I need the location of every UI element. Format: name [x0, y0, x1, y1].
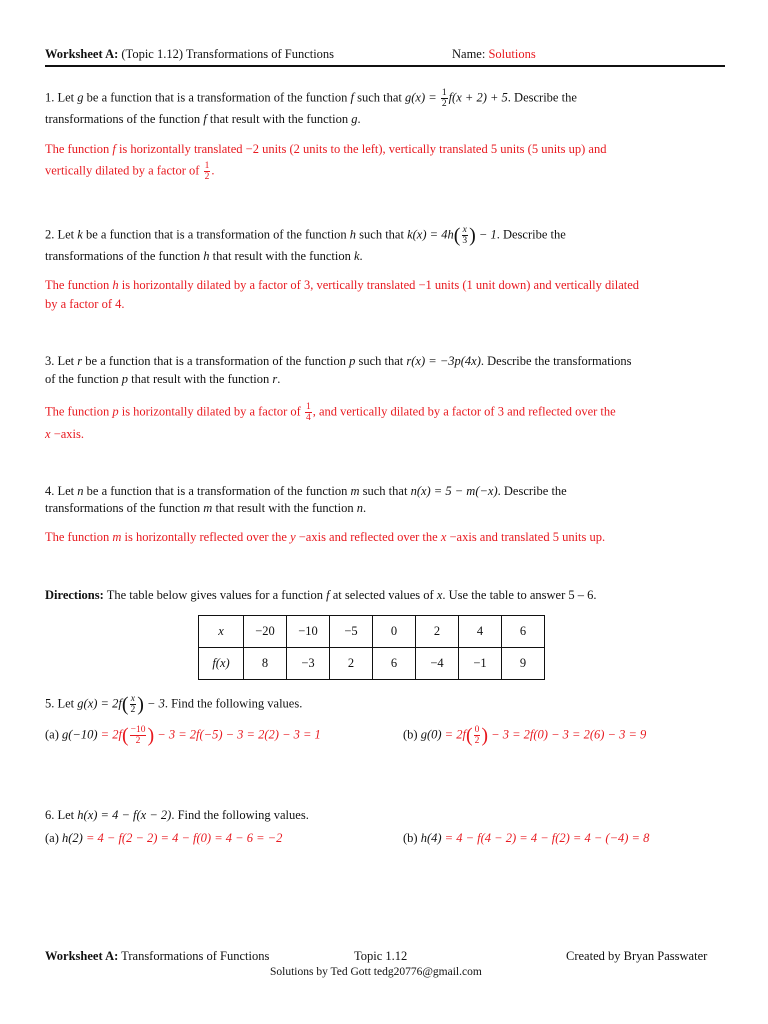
q6-a-label: (a)	[45, 831, 62, 845]
q6-b-rest: = 4 − f(4 − 2) = 4 − f(2) = 4 − (−4) = 8	[441, 831, 650, 845]
q2-paren-close: )	[469, 224, 476, 247]
table-cell: 8	[244, 648, 287, 680]
q1-line1	[45, 88, 577, 109]
name-label: Name:	[452, 47, 486, 61]
q5-a-fraction	[130, 725, 147, 746]
q4-answer-line1	[45, 528, 605, 546]
table-cell: −3	[287, 648, 330, 680]
name-value: Solutions	[488, 47, 536, 61]
q4-line2b: that result with the function	[212, 501, 357, 515]
footer-created: Created by Bryan Passwater	[566, 949, 708, 963]
q2-line2a: transformations of the function	[45, 249, 204, 263]
q5-part-b	[403, 725, 646, 746]
q4-var-n2: n	[356, 501, 363, 515]
directions-var-x: x	[436, 588, 443, 602]
q5-part-a	[45, 725, 321, 746]
footer-topic: Topic 1.12	[354, 949, 408, 963]
q1-answer-line2	[45, 161, 214, 182]
q1-line2b: that result with the function	[206, 112, 352, 126]
q2-frac-den: 3	[462, 236, 468, 246]
table-cell: −4	[416, 648, 459, 680]
q1-answer-frac-num: 1	[204, 161, 210, 171]
q3-pre: 3. Let	[45, 354, 78, 368]
q1-frac-num: 1	[441, 88, 447, 98]
header-rule	[45, 65, 725, 67]
q3-answer-var-x: x	[45, 427, 51, 441]
q4-answer1c: −axis and reflected over the	[295, 530, 441, 544]
q4-line2c: .	[363, 501, 367, 515]
q5-eq-right: − 3	[143, 696, 165, 711]
q1-answer2: vertically dilated by a factor of	[45, 163, 203, 178]
name-field	[452, 45, 536, 63]
q4-pre: 4. Let	[45, 484, 78, 498]
q2-mid1: be a function that is a transformation of the function	[82, 227, 350, 242]
q3-answer-fraction	[305, 402, 312, 423]
q3-line2	[45, 370, 280, 388]
q5-paren-close: )	[137, 693, 144, 716]
q1-line2	[45, 110, 361, 128]
q3-line1	[45, 352, 632, 370]
q3-answer-line2	[45, 425, 84, 443]
table-cell: −1	[459, 648, 502, 680]
q6-line1	[45, 806, 309, 824]
q5-b-paren-open: (	[465, 724, 473, 747]
q3-eq: r(x) = −3p(4x)	[406, 354, 481, 368]
q1-line2c: .	[357, 112, 361, 126]
table-cell: −5	[330, 616, 373, 648]
q4-line2	[45, 499, 366, 517]
q3-mid1: be a function that is a transformation of the function	[82, 354, 350, 368]
q1-answer-var-f: f	[112, 142, 116, 156]
q2-var-k: k	[77, 227, 83, 242]
q1-answer1: The function	[45, 142, 113, 156]
worksheet-topic: (Topic 1.12) Transformations of Functions	[121, 47, 335, 61]
q5-a-rest: − 3 = 2f(−5) − 3 = 2(2) − 3 = 1	[154, 727, 321, 742]
q4-answer1d: −axis and translated 5 units up.	[446, 530, 606, 544]
q2-paren-open: (	[453, 224, 461, 247]
q2-var-k2: k	[353, 249, 360, 263]
q1-frac-den: 2	[441, 99, 447, 109]
q5-b-eq1: = 2f	[441, 727, 466, 742]
q4-answer-var-y: y	[290, 530, 296, 544]
q2-line2b: that result with the function	[209, 249, 354, 263]
q2-eq-right: − 1	[475, 227, 497, 242]
q5-a-eq1: = 2f	[97, 727, 122, 742]
q5-fraction	[130, 694, 137, 715]
q3-answer1c: , and vertically dilated by a factor of 3 and reflected over the	[312, 404, 616, 419]
q5-b-fraction	[474, 725, 481, 746]
q3-answer1: The function	[45, 404, 113, 419]
table-cell: −20	[244, 616, 287, 648]
table-row-x	[199, 616, 545, 648]
q1-mid2: such that	[353, 90, 406, 105]
q5-b-left: g(0)	[420, 727, 442, 742]
footer-left	[45, 947, 269, 965]
q1-var-g: g	[77, 90, 84, 105]
footer-solutions: Solutions by Ted Gott tedg20776@gmail.com	[270, 966, 482, 978]
q3-var-p2: p	[121, 372, 128, 386]
q2-post: . Describe the	[496, 227, 566, 242]
q1-mid1: be a function that is a transformation of the function	[83, 90, 351, 105]
q2-answer1b: is horizontally dilated by a factor of 3, vertically translated −1 units (1 unit down) and vertically dilated	[118, 278, 640, 292]
q6-post: . Find the following values.	[171, 808, 309, 822]
footer-title: Transformations of Functions	[118, 949, 270, 963]
directions	[45, 586, 597, 604]
q2-answer2: by a factor of 4.	[45, 297, 125, 311]
q5-a-label: (a)	[45, 727, 62, 742]
q2-var-h: h	[349, 227, 357, 242]
directions-text3: . Use the table to answer 5 – 6.	[442, 588, 597, 602]
q5-a-frac-num: −10	[130, 725, 146, 735]
function-table	[198, 615, 545, 680]
q4-post: . Describe the	[497, 484, 567, 498]
q4-mid1: be a function that is a transformation of the function	[83, 484, 351, 498]
table-header-fx: f(x)	[199, 648, 244, 680]
q5-b-frac-den: 2	[474, 736, 480, 746]
q1-answer1b: is horizontally translated −2 units (2 units to the left), vertically translated 5 units (5 units up) and	[115, 142, 607, 156]
q3-var-p: p	[349, 354, 356, 368]
q3-answer2: −axis.	[50, 427, 84, 441]
q2-line2c: .	[359, 249, 363, 263]
q3-line2c: .	[277, 372, 281, 386]
q2-var-h2: h	[203, 249, 210, 263]
q5-b-label: (b)	[403, 727, 421, 742]
q4-var-n: n	[77, 484, 84, 498]
q3-answer-var-p: p	[112, 404, 119, 419]
q2-eq-left: k(x) = 4h	[407, 227, 454, 242]
header	[45, 45, 334, 63]
q3-mid2: such that	[355, 354, 407, 368]
q5-a-frac-den: 2	[135, 736, 141, 746]
q1-line2a: transformations of the function	[45, 112, 204, 126]
q5-a-paren-close: )	[147, 724, 155, 747]
q4-answer-var-m: m	[112, 530, 122, 544]
q5-b-rest: − 3 = 2f(0) − 3 = 2(6) − 3 = 9	[488, 727, 647, 742]
q2-line2	[45, 247, 363, 265]
q5-pre: 5. Let	[45, 696, 78, 711]
worksheet-label: Worksheet A:	[45, 47, 119, 61]
q2-fraction	[461, 225, 468, 246]
q6-part-b	[403, 829, 649, 847]
q3-line2b: that result with the function	[127, 372, 273, 386]
q1-var-f: f	[350, 90, 354, 105]
q1-fraction	[441, 88, 448, 109]
q3-var-r2: r	[272, 372, 278, 386]
q1-post: . Describe the	[507, 90, 577, 105]
q4-mid2: such that	[359, 484, 411, 498]
q5-frac-num: x	[130, 694, 135, 704]
q5-eq-left: g(x) = 2f	[77, 696, 122, 711]
directions-label: Directions:	[45, 588, 104, 602]
directions-text1: The table below gives values for a function	[103, 588, 327, 602]
directions-var-f: f	[326, 588, 330, 602]
table-cell: 6	[502, 616, 545, 648]
q4-answer1: The function	[45, 530, 113, 544]
q2-answer1: The function	[45, 278, 113, 292]
q6-a-rest: = 4 − f(2 − 2) = 4 − f(0) = 4 − 6 = −2	[82, 831, 283, 845]
q1-eq-left: g(x) =	[405, 90, 440, 105]
q2-answer-var-h: h	[112, 278, 119, 292]
table-cell: 0	[373, 616, 416, 648]
q2-line1	[45, 225, 566, 246]
q2-pre: 2. Let	[45, 227, 78, 242]
q5-post: . Find the following values.	[164, 696, 303, 711]
directions-text2: at selected values of	[329, 588, 437, 602]
q3-line2a: of the function	[45, 372, 122, 386]
q3-post: . Describe the transformations	[480, 354, 632, 368]
q1-answer2-end: .	[211, 163, 215, 178]
table-cell: 2	[330, 648, 373, 680]
q2-mid2: such that	[356, 227, 408, 242]
q3-answer1b: is horizontally dilated by a factor of	[118, 404, 304, 419]
footer-worksheet-label: Worksheet A:	[45, 949, 119, 963]
q5-a-left: g(−10)	[62, 727, 98, 742]
q4-answer-var-x: x	[440, 530, 447, 544]
q5-paren-open: (	[121, 693, 129, 716]
q6-b-label: (b)	[403, 831, 421, 845]
q5-a-paren-open: (	[121, 724, 129, 747]
q5-frac-den: 2	[130, 705, 136, 715]
table-cell: −10	[287, 616, 330, 648]
table-row-fx	[199, 648, 545, 680]
table-cell: 9	[502, 648, 545, 680]
q1-answer-frac-den: 2	[204, 172, 210, 182]
q5-line1	[45, 694, 302, 715]
q5-b-paren-close: )	[481, 724, 489, 747]
q4-line1	[45, 482, 567, 500]
q3-answer-line1	[45, 402, 616, 423]
q1-answer-line1	[45, 140, 606, 158]
q1-eq-right: f(x + 2) + 5	[448, 90, 508, 105]
q4-eq: n(x) = 5 − m(−x)	[410, 484, 498, 498]
q1-var-g2: g	[351, 112, 358, 126]
q2-answer-line1	[45, 276, 639, 294]
q3-answer-frac-den: 4	[305, 413, 311, 423]
q3-answer-frac-num: 1	[305, 402, 311, 412]
q1-answer-fraction	[204, 161, 211, 182]
q6-pre: 6. Let	[45, 808, 78, 822]
q4-var-m: m	[350, 484, 360, 498]
table-header-x: x	[199, 616, 244, 648]
q6-b-left: h(4)	[420, 831, 442, 845]
q6-part-a	[45, 829, 282, 847]
table-cell: 2	[416, 616, 459, 648]
q3-var-r: r	[77, 354, 83, 368]
q5-b-frac-num: 0	[474, 725, 480, 735]
q4-answer1b: is horizontally reflected over the	[121, 530, 291, 544]
q2-answer-line2	[45, 295, 124, 313]
table-cell: 4	[459, 616, 502, 648]
table-cell: 6	[373, 648, 416, 680]
q1-pre: 1. Let	[45, 90, 78, 105]
q2-frac-num: x	[462, 225, 467, 235]
q6-eq: h(x) = 4 − f(x − 2)	[77, 808, 172, 822]
q4-var-m2: m	[203, 501, 213, 515]
q4-line2a: transformations of the function	[45, 501, 204, 515]
q1-var-f2: f	[203, 112, 207, 126]
q6-a-left: h(2)	[62, 831, 83, 845]
